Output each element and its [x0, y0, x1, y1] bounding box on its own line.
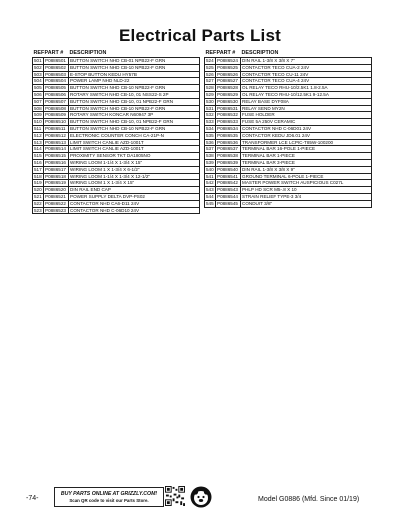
table-row — [33, 64, 200, 71]
model-label: Model G0886 (Mfd. Since 01/19) — [258, 496, 360, 503]
table-row — [33, 91, 200, 98]
table-row — [205, 112, 372, 119]
ref-cell: 506 — [34, 91, 42, 97]
table-row — [33, 146, 200, 153]
ref-cell: 538 — [206, 153, 214, 159]
description-cell: ELECTRONIC COUNTER CONCH CA-21P-N — [69, 132, 200, 139]
description-cell: ROTARY SWITCH NHD CB-10, 01 NSS22-S 2P — [69, 91, 200, 98]
description-cell: BUTTON SWITCH NHD CB-10 NPB22-F GRN — [69, 64, 200, 71]
ref-cell: 541 — [206, 173, 214, 179]
ref-cell: 514 — [34, 146, 42, 152]
part-number-cell: P0886533 — [216, 119, 241, 126]
part-number-cell: P0886514 — [44, 146, 69, 153]
ref-header: REF — [205, 49, 217, 56]
part-number-cell: P0886545 — [216, 200, 241, 207]
ref-cell: 518 — [34, 173, 42, 179]
part-number-cell: P0886539 — [216, 159, 241, 166]
table-row — [205, 64, 372, 71]
table-row — [33, 98, 200, 105]
table-row — [33, 119, 200, 126]
ref-cell: 522 — [34, 200, 42, 206]
table-header-row — [205, 49, 372, 58]
part-number-cell: P0886535 — [216, 132, 241, 139]
ref-cell: 526 — [206, 71, 214, 77]
table-row — [205, 187, 372, 194]
part-number-cell: P0886532 — [216, 112, 241, 119]
ref-cell: 534 — [206, 125, 214, 131]
part-number-cell: P0886521 — [44, 193, 69, 200]
description-cell: TERMINAL BAR 1-PIECE — [241, 153, 372, 160]
description-cell: FUSE HOLDER — [241, 112, 372, 119]
ref-cell: 516 — [34, 159, 42, 165]
description-cell: BUTTON SWITCH NHD CB-10, 01 NPB22-F GRN — [69, 98, 200, 105]
ref-header: REF — [33, 49, 45, 56]
ref-cell: 528 — [206, 85, 214, 91]
description-cell: DIN RAIL 1-3/8 X 3/8 X 9" — [241, 166, 372, 173]
table-row — [205, 173, 372, 180]
description-cell: BUTTON SWITCH NHD CB-10 NPB22-F GRN — [69, 125, 200, 132]
table-row — [33, 159, 200, 166]
description-cell: MASTER POWER SWITCH AUSPICIOUS C027L — [241, 180, 372, 187]
description-cell: FUSE 5A 250V CERAMIC — [241, 119, 372, 126]
part-number-cell: P0886531 — [216, 105, 241, 112]
ref-cell: 525 — [206, 64, 214, 70]
table-row — [205, 71, 372, 78]
ref-cell: 509 — [34, 112, 42, 118]
ref-cell: 521 — [34, 193, 42, 199]
ref-cell: 519 — [34, 180, 42, 186]
part-number-cell: P0886511 — [44, 125, 69, 132]
table-row — [33, 173, 200, 180]
part-number-cell: P0886510 — [44, 119, 69, 126]
part-number-cell: P0886524 — [216, 58, 241, 65]
description-cell: TERMINAL BAR 3-PIECE — [241, 159, 372, 166]
ref-cell: 523 — [34, 207, 42, 213]
part-number-cell: P0886509 — [44, 112, 69, 119]
table-row — [205, 105, 372, 112]
table-row — [205, 166, 372, 173]
description-cell: POWER SUPPLY DELTA DVP-PS02 — [69, 193, 200, 200]
description-header: DESCRIPTION — [69, 49, 107, 56]
table-row — [205, 91, 372, 98]
table-row — [205, 132, 372, 139]
part-number-cell: P0886530 — [216, 98, 241, 105]
description-header: DESCRIPTION — [241, 49, 279, 56]
description-cell: CONDUIT 3/8" — [241, 200, 372, 207]
part-number-cell: P0886523 — [44, 207, 69, 214]
ref-cell: 505 — [34, 85, 42, 91]
ref-cell: 544 — [206, 193, 214, 199]
part-number-cell: P0886507 — [44, 98, 69, 105]
table-row — [205, 98, 372, 105]
description-cell: CONTACTOR TECO CU-11 24V — [241, 71, 372, 78]
part-number-cell: P0886501 — [44, 58, 69, 65]
ref-cell: 512 — [34, 132, 42, 138]
description-cell: DIN RAIL END CAP — [69, 187, 200, 194]
part-number-cell: P0886515 — [44, 153, 69, 160]
table-row — [33, 78, 200, 85]
ref-cell: 513 — [34, 139, 42, 145]
ref-cell: 511 — [33, 125, 44, 132]
description-cell: WIRING LOOM 1 X 1-3/4 X 6-1/2" — [69, 166, 200, 173]
table-row — [33, 153, 200, 160]
ref-cell: 545 — [206, 200, 214, 206]
ref-cell: 533 — [206, 119, 214, 125]
description-cell: BUTTON SWITCH NHD CB-10 NPB22-F GRN — [69, 85, 200, 92]
description-cell: PHLP HD SCR M5-.8 X 10 — [241, 187, 372, 194]
description-cell: WIRING LOOM 1 X 1-3/4 X 15" — [69, 180, 200, 187]
part-number-cell: P0886502 — [44, 64, 69, 71]
description-cell: CONTACTOR TECO CUA-2 24V — [241, 64, 372, 71]
table-row — [33, 58, 200, 65]
description-cell: E-STOP BUTTON KEDU HY57B — [69, 71, 200, 78]
ref-cell: 508 — [34, 105, 42, 111]
ref-cell: 527 — [206, 78, 214, 84]
table-row — [205, 125, 372, 132]
bear-logo-icon — [190, 486, 212, 508]
table-row — [33, 187, 200, 194]
part-number-cell: P0886516 — [44, 159, 69, 166]
part-number-cell: P0886517 — [44, 166, 69, 173]
buy-parts-headline: BUY PARTS ONLINE AT GRIZZLY.COM! — [60, 491, 158, 497]
table-row — [205, 193, 372, 200]
part-number-cell: P0886520 — [44, 187, 69, 194]
ref-cell: 542 — [206, 180, 214, 186]
part-header: PART # — [216, 49, 236, 56]
page-footer — [0, 486, 400, 516]
table-row — [205, 200, 372, 207]
table-row — [33, 71, 200, 78]
table-row — [33, 166, 200, 173]
part-number-cell: P0886536 — [216, 139, 241, 146]
table-row — [205, 119, 372, 126]
part-number-cell: P0886529 — [216, 91, 241, 98]
part-number-cell: P0886538 — [216, 153, 241, 160]
table-row — [33, 180, 200, 187]
part-number-cell: P0886541 — [216, 173, 241, 180]
part-number-cell: P0886522 — [44, 200, 69, 207]
description-cell: WIRING LOOM 1-1/4 X 1-3/4 X 15" — [69, 159, 200, 166]
part-number-cell: P0886519 — [44, 180, 69, 187]
ref-cell: 539 — [206, 159, 214, 165]
description-cell: CONTACTOR TECO CUA-4 24V — [241, 78, 372, 85]
ref-cell: 543 — [206, 187, 214, 193]
parts-table-right — [204, 49, 372, 208]
part-number-cell: P0886542 — [216, 180, 241, 187]
description-cell: BUTTON SWITCH NHD CB-10 NPB22-F GRN — [69, 105, 200, 112]
description-cell: CONTACTOR NHD CA6-D11 24V — [69, 200, 200, 207]
ref-cell: 510 — [34, 119, 42, 125]
page-number: -74- — [26, 495, 39, 502]
ref-cell: 530 — [206, 98, 214, 104]
ref-cell: 520 — [34, 187, 42, 193]
ref-cell: 501 — [34, 58, 42, 63]
table-row — [205, 146, 372, 153]
part-number-cell: P0886540 — [216, 166, 241, 173]
description-cell: PROXIMITY SENSOR TKT DA1805NO — [69, 153, 200, 160]
description-cell: STRAIN RELIEF TYPE-3 3/4 — [241, 193, 372, 200]
part-number-cell: P0886505 — [44, 85, 69, 92]
ref-cell: 502 — [34, 64, 42, 70]
ref-cell: 532 — [206, 112, 214, 118]
description-cell: RELAY BASE DYF08A — [241, 98, 372, 105]
description-cell: CONTACTOR NHD C-06D01 24V — [241, 125, 372, 132]
ref-cell: 517 — [34, 166, 42, 172]
ref-cell: 507 — [34, 98, 42, 104]
table-header-row — [33, 49, 200, 58]
ref-cell: 524 — [206, 58, 214, 63]
description-cell: TERMINAL BAR 16-POLE 1-PIECE — [241, 146, 372, 153]
ref-cell: 503 — [34, 71, 42, 77]
ref-cell: 540 — [206, 166, 214, 172]
description-cell: LIMIT SWITCH CANLIE AZD-1001T — [69, 139, 200, 146]
table-row — [33, 193, 200, 200]
table-row — [33, 200, 200, 207]
table-row — [33, 112, 200, 119]
part-number-cell: P0886537 — [216, 146, 241, 153]
description-cell: RELAY SEND MY2N — [241, 105, 372, 112]
table-row — [33, 132, 200, 139]
table-row — [205, 153, 372, 160]
ref-cell: 537 — [206, 146, 214, 152]
page-title: Electrical Parts List — [119, 26, 281, 45]
table-row — [205, 180, 372, 187]
table-row — [205, 139, 372, 146]
table-row — [205, 159, 372, 166]
description-cell: ROTARY SWITCH KONCAR N60947 3P — [69, 112, 200, 119]
description-cell: OL RELAY TECO RHU-10/2.5K1 1.8-2.5A — [241, 85, 372, 92]
description-cell: LIMIT SWITCH CANLIE AZD-1001T — [69, 146, 200, 153]
description-cell: CONTACTOR KEDU JD6.01 24V — [241, 132, 372, 139]
part-number-cell: P0886506 — [44, 91, 69, 98]
part-number-cell: P0886528 — [216, 85, 241, 92]
part-number-cell: P0886544 — [216, 193, 241, 200]
part-number-cell: P0886543 — [216, 187, 241, 194]
part-number-cell: P0886525 — [216, 64, 241, 71]
description-cell: CONTACTOR NHD C-06D10 24V — [69, 207, 200, 214]
ref-cell: 515 — [34, 153, 42, 159]
ref-cell: 535 — [206, 132, 214, 138]
description-cell: BUTTON SWITCH NHD CB-01 NPB22-F GRN — [69, 58, 200, 65]
part-number-cell: P0886518 — [44, 173, 69, 180]
table-row — [205, 85, 372, 92]
description-cell: BUTTON SWITCH NHD CB-10, 01 NPB22-F GRN — [69, 119, 200, 126]
table-row — [33, 125, 200, 132]
description-cell: DIN RAIL 1-3/8 X 3/8 X 7" — [241, 58, 372, 65]
part-number-cell: P0886508 — [44, 105, 69, 112]
parts-table-left — [32, 49, 200, 214]
description-cell: WIRING LOOM 1-1/4 X 1-3/4 X 12-1/2" — [69, 173, 200, 180]
part-number-cell: P0886512 — [44, 132, 69, 139]
ref-cell: 529 — [206, 91, 214, 97]
part-number-cell: P0886534 — [216, 125, 241, 132]
description-cell: OL RELAY TECO RHU-10/12.5K1 9-12.5A — [241, 91, 372, 98]
description-cell: POWER LAMP NHD NLD-22 — [69, 78, 200, 85]
ref-cell: 531 — [206, 105, 214, 111]
qr-code-icon[interactable] — [165, 486, 185, 506]
table-row — [205, 78, 372, 85]
buy-parts-box[interactable] — [54, 487, 164, 507]
table-row — [33, 207, 200, 214]
table-row — [33, 105, 200, 112]
ref-cell: 536 — [206, 139, 214, 145]
part-number-cell: P0886526 — [216, 71, 241, 78]
description-cell: GROUND TERMINAL 6-POLE 1-PIECE — [241, 173, 372, 180]
description-cell: TRANSFORMER LCE LCPIC-T85W-100200 — [241, 139, 372, 146]
buy-parts-subtext: Scan QR code to visit our Parts Store. — [69, 498, 149, 503]
ref-cell: 504 — [34, 78, 42, 84]
part-header: PART # — [44, 49, 64, 56]
part-number-cell: P0886527 — [216, 78, 241, 85]
table-row — [33, 139, 200, 146]
part-number-cell: P0886503 — [44, 71, 69, 78]
table-row — [33, 85, 200, 92]
part-number-cell: P0886513 — [44, 139, 69, 146]
part-number-cell: P0886504 — [44, 78, 69, 85]
table-row — [205, 58, 372, 65]
